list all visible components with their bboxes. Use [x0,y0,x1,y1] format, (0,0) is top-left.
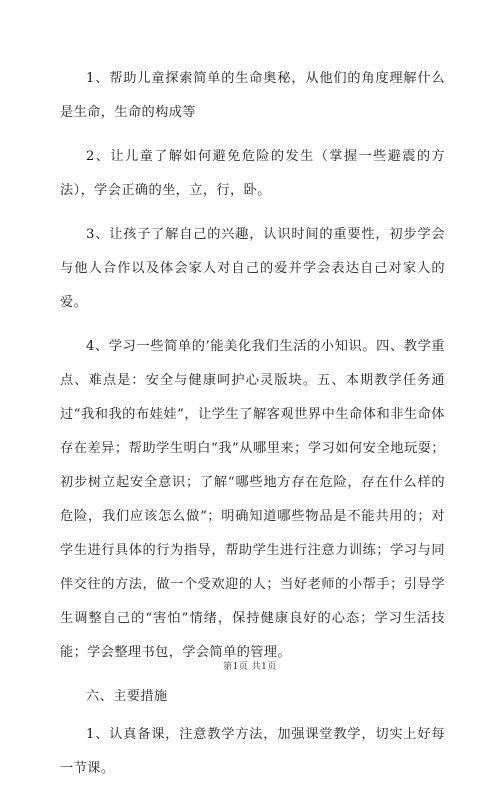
paragraph-goal-2: 2、让儿童了解如何避免危险的发生（掌握一些避震的方法），学会正确的坐，立，行，卧。 [60,149,445,198]
paragraph-goal-4: 4、学习一些简单的’能美化我们生活的小知识。四、教学重点、难点是：安全与健康呵护心灵版块。五、本期教学任务通过“我和我的布娃娃”，让学生了解客观世界中生命体和非生命体存在差异；帮助学生明白“我”从哪里来；学习如何安全地玩耍；初步树立起安全意识；了解“哪些地方存在危险，存在什么样的危险，我们应该怎么做”；明确知道哪些物品是不能共用的；对学生进行具体的行为指导，帮助学生进行注意力训练；学习与同伴交往的方法，做一个受欢迎的人；当好老师的小帮手；引导学生调整自己的“害怕”情绪，保持健康良好的心态；学习生活技能；学会整理书包，学会简单的管理。 [60,339,445,660]
section-heading-measures: 六、主要措施 [86,689,168,704]
document-body [60,62,445,796]
page-footer: 第1页 共1页 [223,662,277,672]
paragraph-goal-3: 3、让孩子了解自己的兴趣，认识时间的重要性，初步学会与他人合作以及体会家人对自己的爱并学会表达自己对家人的爱。 [60,227,445,310]
paragraph-goal-1: 1、帮助儿童探索简单的生命奥秘，从他们的角度理解什么是生命，生命的构成等 [60,71,445,120]
paragraph-measure-1: 1、认真备课，注意教学方法，加强课堂教学，切实上好每一节课。 [60,727,445,776]
